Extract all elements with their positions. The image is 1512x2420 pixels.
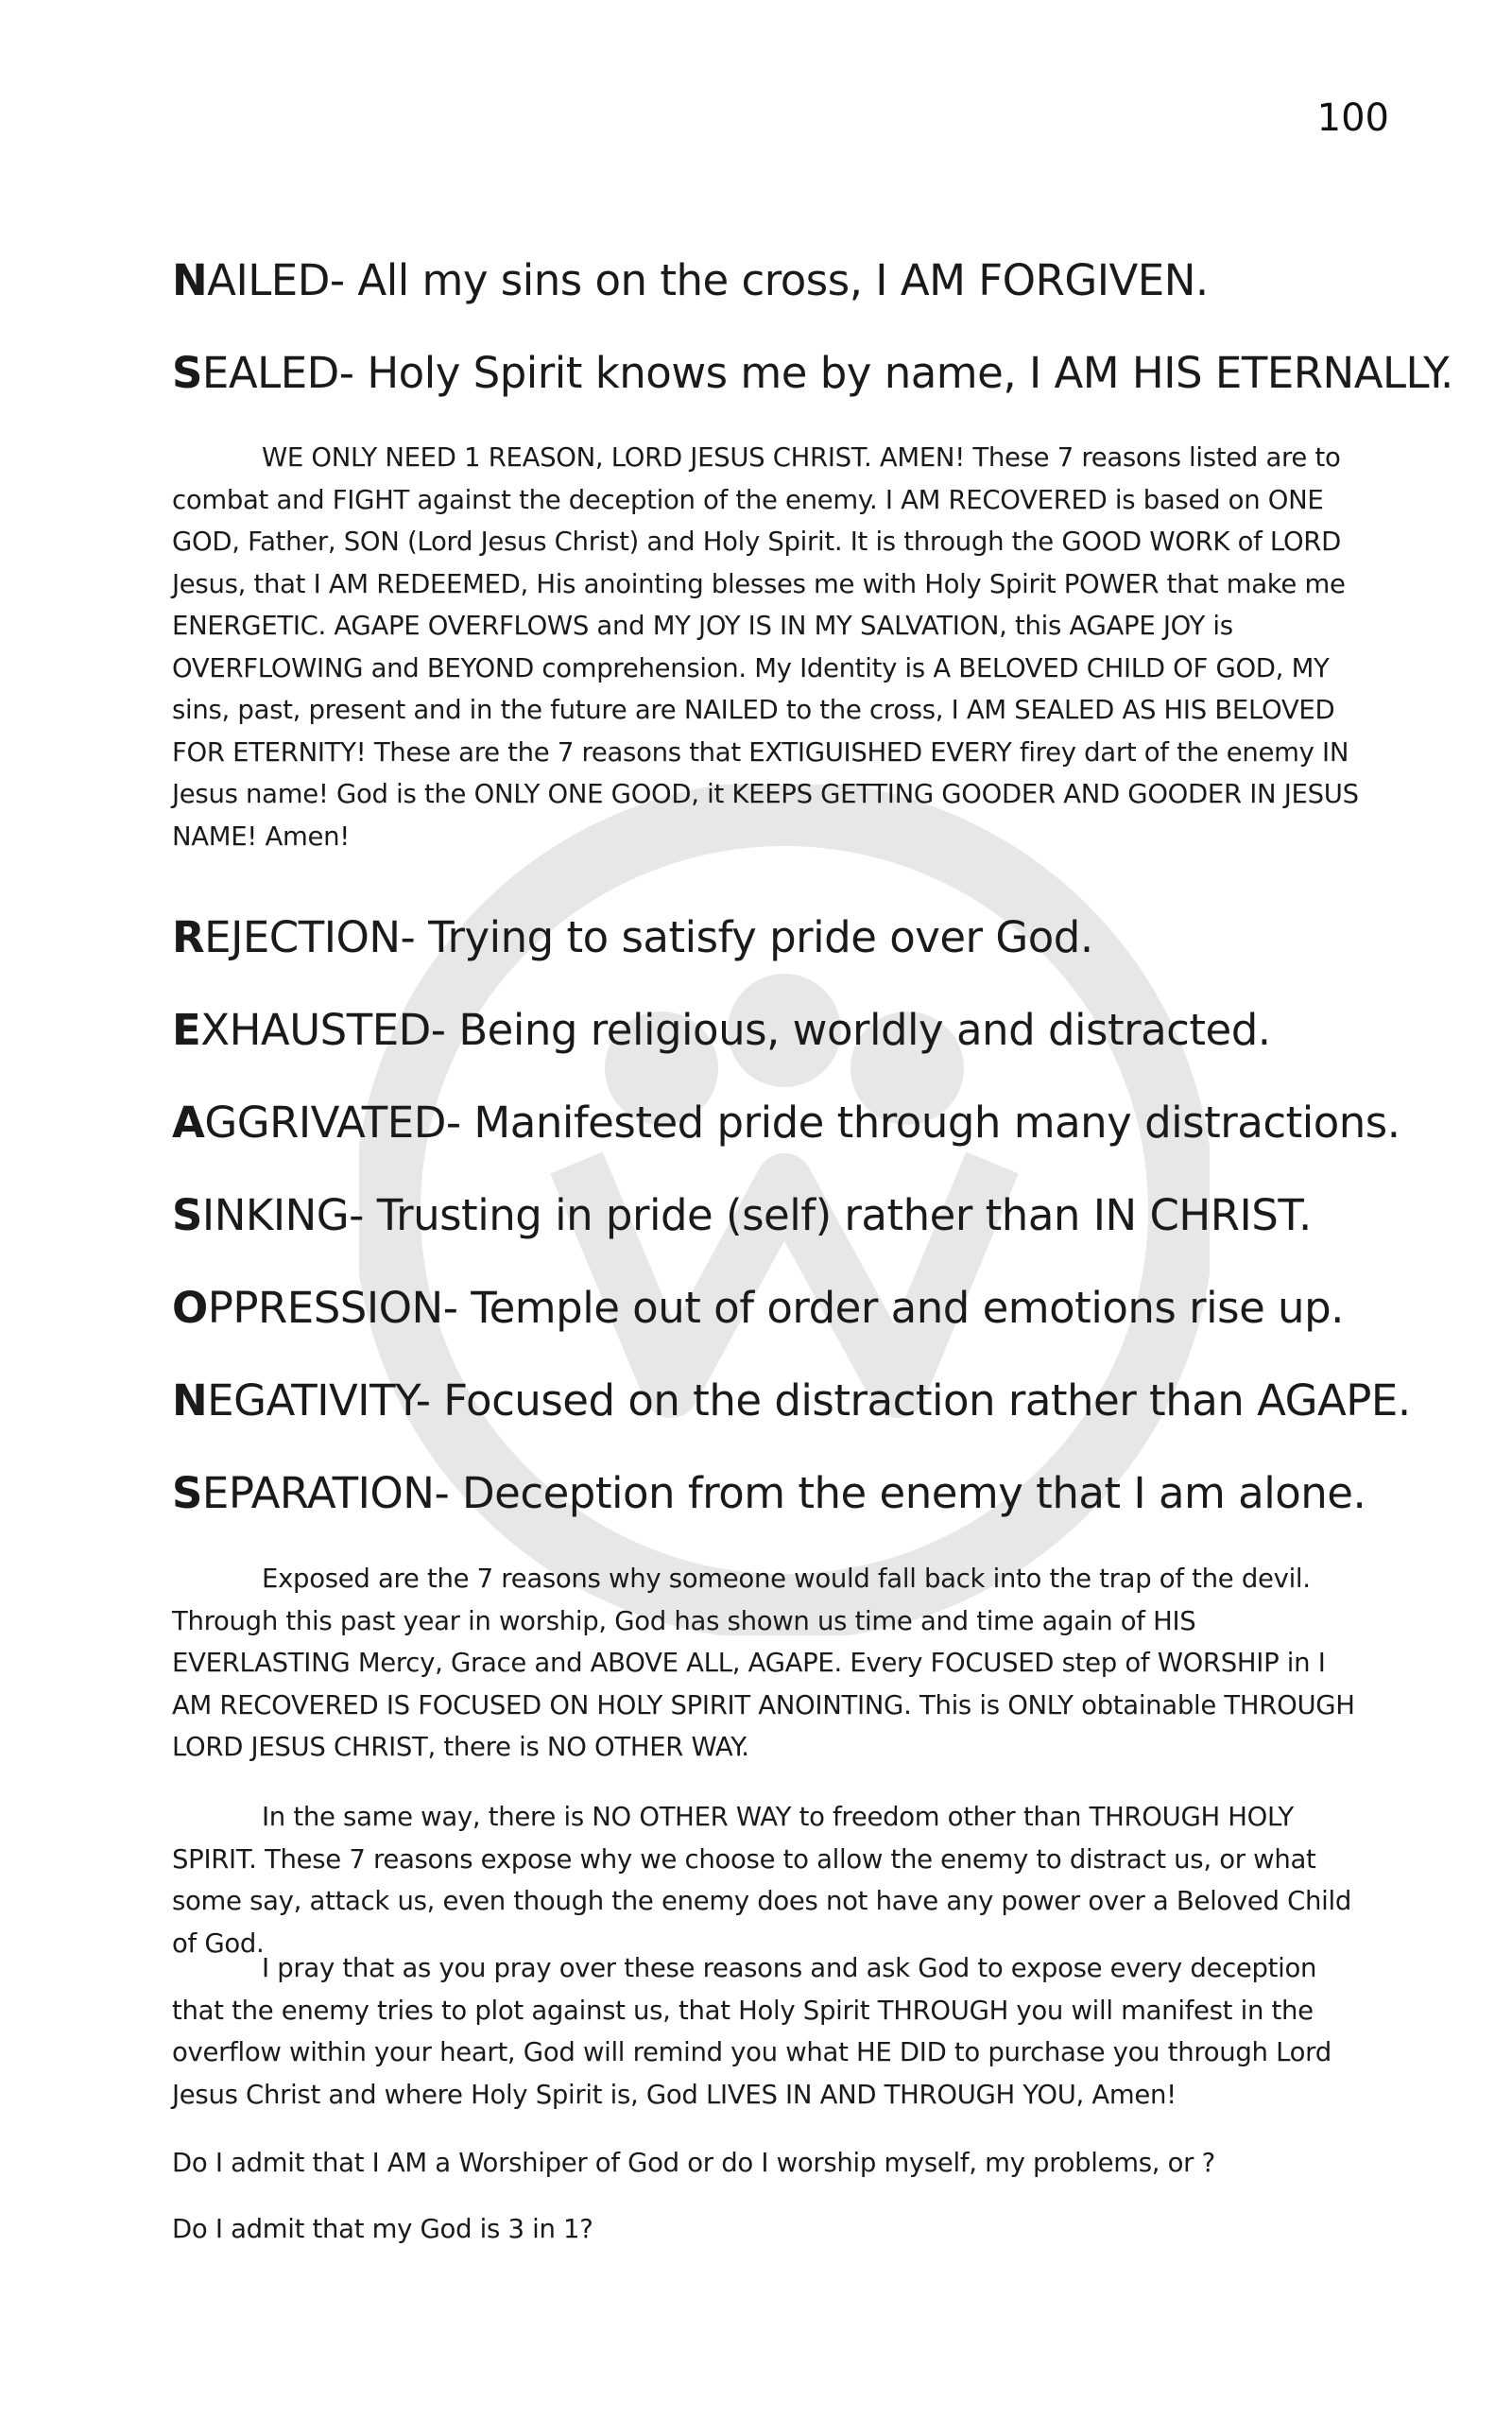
body-paragraph: In the same way, there is NO OTHER WAY to freedom other than THROUGH HOLY SPIRIT. These 7 reasons expose why we choose to allow the enemy to distract us, or what some say, attack us, even though the enemy does not have any power over a Beloved Child of God.: [172, 1802, 1352, 1959]
list-item: NEGATIVITY- Focused on the distraction rather than AGAPE.: [172, 1375, 1411, 1426]
question-1-container: [172, 2148, 1359, 2178]
list-item: OPPRESSION- Temple out of order and emotions rise up.: [172, 1283, 1344, 1333]
body-paragraph-4-container: [172, 1947, 1359, 2116]
list-item: NAILED- All my sins on the cross, I AM FORGIVEN.: [172, 255, 1209, 305]
list-item: REJECTION- Trying to satisfy pride over God.: [172, 912, 1093, 962]
body-paragraph-2-container: [172, 1558, 1359, 1769]
body-paragraph-1-container: [172, 437, 1359, 857]
list-item: EXHAUSTED- Being religious, worldly and distracted.: [172, 1005, 1271, 1055]
body-paragraph: WE ONLY NEED 1 REASON, LORD JESUS CHRIST. AMEN! These 7 reasons listed are to combat and FIGHT against the deception of the enemy. I AM RECOVERED is based on ONE GOD, Father, SON (Lord Jesus Christ) and Holy Spirit. It is through the GOOD WORK of LORD Jesus, that I AM REDEEMED, His anointing blesses me with Holy Spirit POWER that make me ENERGETIC. AGAPE OVERFLOWS and MY JOY IS IN MY SALVATION, this AGAPE JOY is OVERFLOWING and BEYOND comprehension. My Identity is A BELOVED CHILD OF GOD, MY sins, past, present and in the future are NAILED to the cross, I AM SEALED AS HIS BELOVED FOR ETERNITY! These are the 7 reasons that EXTIGUISHED EVERY firey dart of the enemy IN Jesus name! God is the ONLY ONE GOOD, it KEEPS GETTING GOODER AND GOODER IN JESUS NAME! Amen!: [172, 442, 1359, 852]
body-paragraph: Exposed are the 7 reasons why someone would fall back into the trap of the devil. Through this past year in worship, God has shown us time and time again of HIS EVERLASTING Mercy, Grace and ABOVE ALL, AGAPE. Every FOCUSED step of WORSHIP in I AM RECOVERED IS FOCUSED ON HOLY SPIRIT ANOINTING. This is ONLY obtainable THROUGH LORD JESUS CHRIST, there is NO OTHER WAY.: [172, 1564, 1355, 1762]
reflection-question: Do I admit that I AM a Worshiper of God or do I worship myself, my problems, or ?: [172, 2148, 1215, 2178]
body-paragraph-3-container: [172, 1796, 1359, 1964]
list-item: SEALED- Holy Spirit knows me by name, I AM HIS ETERNALLY.: [172, 348, 1453, 398]
list-item: SINKING- Trusting in pride (self) rather than IN CHRIST.: [172, 1190, 1312, 1240]
question-2-container: [172, 2214, 1359, 2244]
page-number: 100: [1316, 96, 1389, 140]
list-item: SEPARATION- Deception from the enemy that I am alone.: [172, 1468, 1366, 1518]
reflection-question: Do I admit that my God is 3 in 1?: [172, 2214, 593, 2244]
body-paragraph: I pray that as you pray over these reasons and ask God to expose every deception that the enemy tries to plot against us, that Holy Spirit THROUGH you will manifest in the overflow within your heart, God will remind you what HE DID to purchase you through Lord Jesus Christ and where Holy Spirit is, God LIVES IN AND THROUGH YOU, Amen!: [172, 1953, 1332, 2110]
list-item: AGGRIVATED- Manifested pride through many distractions.: [172, 1098, 1400, 1148]
